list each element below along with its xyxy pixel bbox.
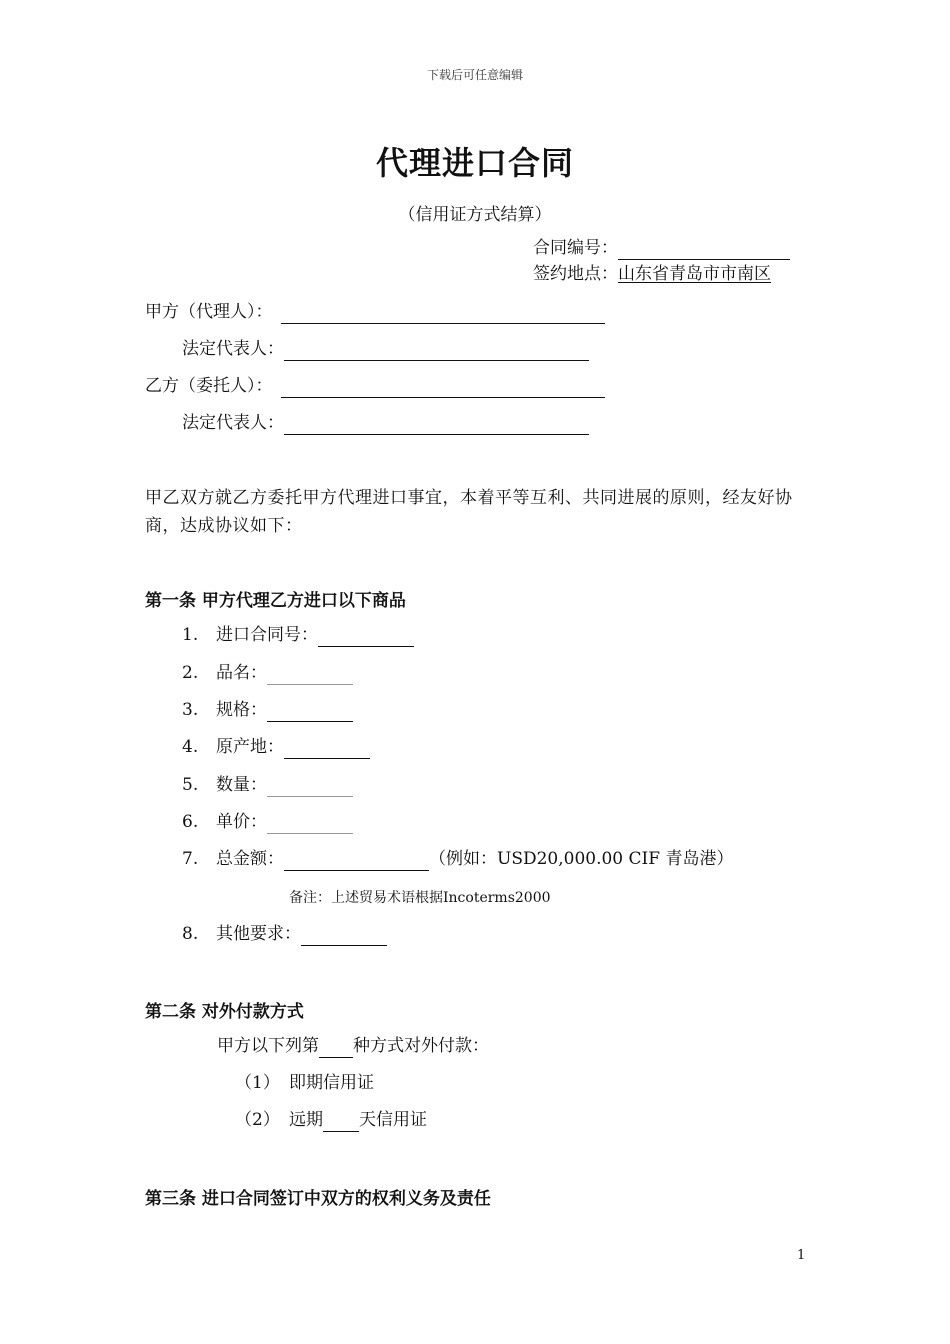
specification-blank[interactable] xyxy=(267,703,353,722)
option-text-end: 天信用证 xyxy=(359,1110,427,1130)
party-b-row xyxy=(145,374,605,398)
usance-days-blank[interactable] xyxy=(323,1113,359,1132)
article-3-heading: 第三条 进口合同签订中双方的权利义务及责任 xyxy=(145,1189,491,1209)
party-a-label: 甲方（代理人）： xyxy=(145,302,273,322)
header-note: 下载后可任意编辑 xyxy=(426,68,523,82)
total-amount-blank[interactable] xyxy=(284,852,429,871)
option-text: 远期 xyxy=(289,1110,323,1130)
unit-price-blank[interactable] xyxy=(267,815,353,834)
item-number: 2. xyxy=(182,663,199,683)
signing-place-value: 山东省青岛市市南区 xyxy=(618,264,771,284)
article-1-item xyxy=(182,810,353,834)
page-number: 1 xyxy=(797,1248,806,1263)
article-1-item xyxy=(182,698,353,722)
option-number: （1） xyxy=(235,1073,280,1093)
article-1-heading: 第一条 甲方代理乙方进口以下商品 xyxy=(145,591,406,611)
item-label: 其他要求： xyxy=(216,924,301,944)
payment-option-2 xyxy=(235,1108,427,1132)
item-number: 1. xyxy=(182,625,199,645)
quantity-blank[interactable] xyxy=(267,778,353,797)
contract-number-blank[interactable] xyxy=(618,241,790,260)
article-1-item xyxy=(182,735,370,759)
item-number: 6. xyxy=(182,812,199,832)
party-a-blank[interactable] xyxy=(281,305,605,324)
article-1-item xyxy=(182,847,733,871)
party-b-blank[interactable] xyxy=(281,379,605,398)
signing-place-label: 签约地点： xyxy=(533,264,618,284)
item-label: 品名： xyxy=(216,663,267,683)
party-a-rep-blank[interactable] xyxy=(284,342,589,361)
party-b-rep-row xyxy=(182,411,589,435)
document-subtitle: （信用证方式结算） xyxy=(398,205,552,225)
article-1-item xyxy=(182,661,353,685)
party-b-rep-label: 法定代表人： xyxy=(182,413,284,433)
item-number: 8. xyxy=(182,924,199,944)
article-1-item xyxy=(182,773,353,797)
article-2-lead-text-end: 种方式对外付款： xyxy=(353,1036,489,1056)
party-a-row xyxy=(145,300,605,324)
item-label: 规格： xyxy=(216,700,267,720)
article-2-lead-text: 甲方以下列第 xyxy=(217,1036,319,1056)
item-label: 数量： xyxy=(216,775,267,795)
import-contract-no-blank[interactable] xyxy=(318,628,414,647)
option-text: 即期信用证 xyxy=(289,1073,374,1093)
item-label: 进口合同号： xyxy=(216,625,318,645)
signing-place-row xyxy=(533,262,771,286)
other-requirements-blank[interactable] xyxy=(301,927,387,946)
item-number: 5. xyxy=(182,775,199,795)
article-1-item xyxy=(182,623,414,647)
item-number: 4. xyxy=(182,737,199,757)
payment-option-1 xyxy=(235,1071,374,1095)
party-a-rep-row xyxy=(182,337,589,361)
article-2-heading: 第二条 对外付款方式 xyxy=(145,1002,304,1022)
article-2-lead xyxy=(217,1034,489,1058)
contract-number-label: 合同编号： xyxy=(533,238,618,258)
party-b-label: 乙方（委托人）： xyxy=(145,376,273,396)
article-1-note: 备注：上述贸易术语根据Incoterms2000 xyxy=(289,890,551,906)
party-b-rep-blank[interactable] xyxy=(284,416,589,435)
intro-paragraph: 甲乙双方就乙方委托甲方代理进口事宜，本着平等互利、共同进展的原则，经友好协商，达成协议如下： xyxy=(145,488,793,536)
party-a-rep-label: 法定代表人： xyxy=(182,339,284,359)
item-number: 7. xyxy=(182,849,199,869)
contract-number-row xyxy=(533,236,790,260)
total-amount-example: （例如：USD20,000.00 CIF 青岛港） xyxy=(429,849,734,869)
item-label: 单价： xyxy=(216,812,267,832)
item-label: 总金额： xyxy=(216,849,284,869)
product-name-blank[interactable] xyxy=(267,666,353,685)
document-title: 代理进口合同 xyxy=(375,144,574,182)
origin-blank[interactable] xyxy=(284,740,370,759)
payment-method-choice-blank[interactable] xyxy=(319,1039,353,1058)
item-label: 原产地： xyxy=(216,737,284,757)
item-number: 3. xyxy=(182,700,199,720)
article-1-item xyxy=(182,922,387,946)
option-number: （2） xyxy=(235,1110,280,1130)
